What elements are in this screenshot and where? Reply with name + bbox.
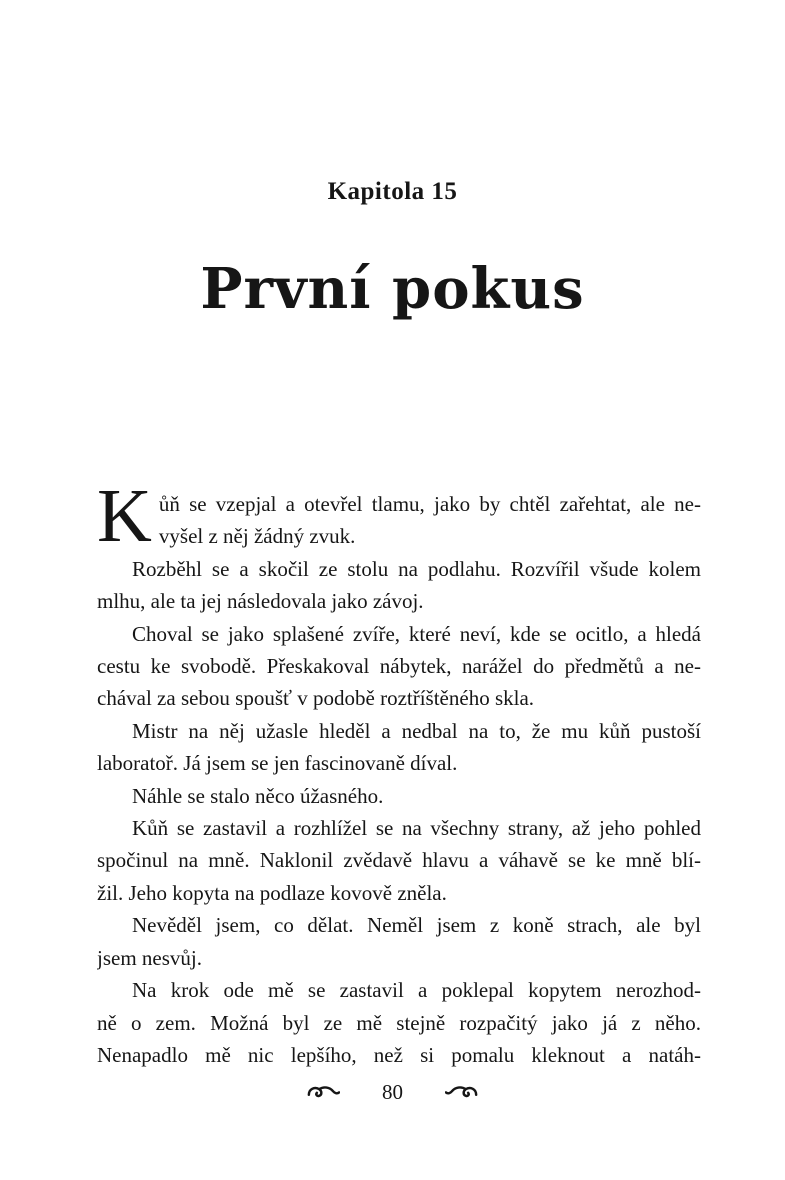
body-line: žil. Jeho kopyta na podlaze kovově zněla. — [97, 880, 447, 905]
paragraph — [97, 909, 701, 974]
body-line: Nevěděl jsem, co dělat. Neměl jsem z koně strach, ale byl — [132, 913, 701, 938]
body-line: laboratoř. Já jsem se jen fascinovaně díval. — [97, 751, 458, 776]
body-line: vyšel z něj žádný zvuk. — [158, 524, 356, 549]
body-line: chával za sebou spoušť v podobě roztříštěného skla. — [97, 686, 535, 711]
body-text — [97, 488, 701, 1071]
body-line: Choval se jako splašené zvíře, které neví, kde se ocitlo, a hledá — [132, 621, 701, 646]
paragraph — [97, 812, 701, 909]
swash-flourish-right-icon — [445, 1084, 479, 1100]
paragraph — [97, 618, 701, 715]
chapter-title: První pokus — [200, 256, 585, 322]
paragraph — [97, 553, 701, 618]
body-line: jsem nesvůj. — [97, 945, 202, 970]
body-line: cestu ke svobodě. Přeskakoval nábytek, narážel do předmětů a ne- — [97, 654, 701, 679]
body-line: Kůň se zastavil a rozhlížel se na všechny strany, až jeho pohled — [132, 816, 701, 841]
paragraph — [97, 488, 701, 558]
footer — [0, 1079, 785, 1105]
paragraph — [97, 715, 701, 780]
paragraph — [97, 780, 701, 812]
body-line: Mistr na něj užasle hleděl a nedbal na to, že mu kůň pustoší — [132, 718, 701, 743]
body-line: spočinul na mně. Naklonil zvědavě hlavu a váhavě se ke mně blí- — [97, 848, 701, 873]
paragraph — [97, 974, 701, 1071]
body-line: ůň se vzepjal a otevřel tlamu, jako by chtěl zařehtat, ale ne- — [158, 492, 701, 516]
chapter-heading: Kapitola 15 — [327, 178, 458, 205]
drop-cap: K — [97, 488, 152, 558]
body-line: mlhu, ale ta jej následovala jako závoj. — [97, 589, 424, 614]
body-line: ně o zem. Možná byl ze mě stejně rozpačitý jako já z něho. — [97, 1010, 701, 1035]
swash-flourish-left-icon — [306, 1084, 340, 1100]
body-line: Náhle se stalo něco úžasného. — [132, 783, 384, 808]
body-line: Rozběhl se a skočil ze stolu na podlahu. Rozvířil všude kolem — [132, 556, 701, 581]
body-line: Na krok ode mě se zastavil a poklepal kopytem nerozhod- — [132, 978, 701, 1003]
page-number: 80 — [382, 1080, 403, 1104]
body-line: Nenapadlo mě nic lepšího, než si pomalu kleknout a natáh- — [97, 1042, 701, 1067]
